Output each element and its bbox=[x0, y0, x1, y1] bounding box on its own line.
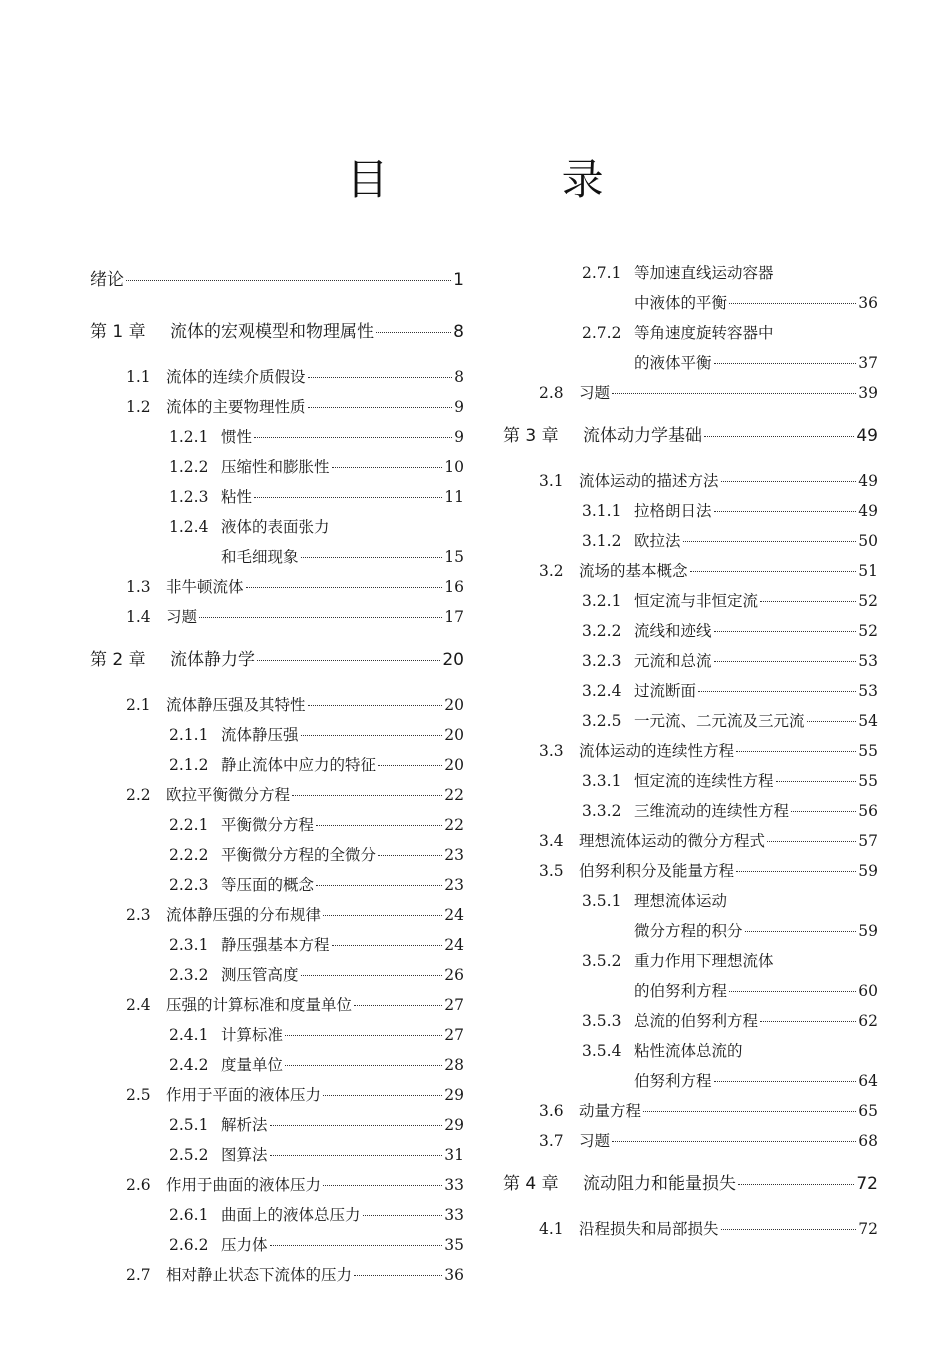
dot-leader bbox=[760, 1021, 856, 1022]
dot-leader bbox=[745, 931, 857, 932]
toc-entry-title: 流体的宏观模型和物理属性 bbox=[170, 322, 374, 342]
toc-entry-title: 拉格朗日法 bbox=[634, 502, 712, 520]
toc-page-number: 35 bbox=[444, 1236, 464, 1254]
toc-section-entry[interactable] bbox=[90, 690, 464, 720]
toc-entry-title: 静止流体中应力的特征 bbox=[221, 756, 377, 774]
toc-page-number: 27 bbox=[444, 996, 464, 1014]
toc-entry-number: 2.6.1 bbox=[169, 1206, 209, 1224]
dot-leader bbox=[698, 691, 856, 692]
toc-page-number: 9 bbox=[454, 428, 464, 446]
toc-page-number: 29 bbox=[444, 1116, 464, 1134]
toc-entry-title: 习题 bbox=[579, 384, 611, 402]
toc-entry-number: 3.1.2 bbox=[582, 532, 622, 550]
toc-entry-title: 欧拉法 bbox=[634, 532, 681, 550]
toc-subsection-entry[interactable] bbox=[90, 840, 464, 870]
dot-leader bbox=[301, 975, 443, 976]
toc-page-number: 72 bbox=[856, 1174, 878, 1194]
dot-leader bbox=[323, 915, 442, 916]
toc-entry-number: 3.3.2 bbox=[582, 802, 622, 820]
toc-entry-title: 液体的表面张力 bbox=[221, 518, 330, 536]
toc-entry-number: 2.5.1 bbox=[169, 1116, 209, 1134]
toc-left-column bbox=[90, 258, 464, 1290]
toc-entry-title: 流动阻力和能量损失 bbox=[583, 1174, 736, 1194]
toc-page-number: 55 bbox=[858, 742, 878, 760]
toc-subsection-entry[interactable] bbox=[503, 886, 878, 916]
toc-page-number: 49 bbox=[858, 472, 878, 490]
toc-page-number: 10 bbox=[444, 458, 464, 476]
toc-entry-number: 2.2.1 bbox=[169, 816, 209, 834]
toc-entry-number: 2.1.1 bbox=[169, 726, 209, 744]
dot-leader bbox=[776, 781, 857, 782]
toc-page-number: 36 bbox=[858, 294, 878, 312]
toc-page-number: 11 bbox=[444, 488, 464, 506]
toc-section-entry[interactable] bbox=[90, 362, 464, 392]
toc-entry-number: 4.1 bbox=[539, 1220, 564, 1238]
toc-entry-title: 一元流、二元流及三元流 bbox=[634, 712, 805, 730]
dot-leader bbox=[376, 332, 451, 333]
toc-entry-title: 习题 bbox=[579, 1132, 611, 1150]
toc-page-number: 33 bbox=[444, 1176, 464, 1194]
toc-entry-number: 第 3 章 bbox=[503, 426, 559, 446]
toc-page-number: 28 bbox=[444, 1056, 464, 1074]
toc-entry-number: 1.2.4 bbox=[169, 518, 209, 536]
toc-subsection-entry[interactable] bbox=[503, 706, 878, 736]
toc-entry-continuation[interactable] bbox=[503, 916, 878, 946]
toc-page-number: 52 bbox=[858, 622, 878, 640]
toc-subsection-entry[interactable] bbox=[90, 810, 464, 840]
toc-entry-number: 2.2 bbox=[126, 786, 151, 804]
toc-entry-title: 惯性 bbox=[221, 428, 253, 446]
dot-leader bbox=[308, 705, 443, 706]
dot-leader bbox=[714, 1081, 857, 1082]
toc-entry-number: 3.5.3 bbox=[582, 1012, 622, 1030]
toc-entry-title: 测压管高度 bbox=[221, 966, 299, 984]
toc-subsection-entry[interactable] bbox=[90, 1020, 464, 1050]
toc-subsection-entry[interactable] bbox=[90, 960, 464, 990]
toc-entry-title: 流体静力学 bbox=[170, 650, 255, 670]
toc-entry-number: 1.2.3 bbox=[169, 488, 209, 506]
dot-leader bbox=[257, 660, 440, 661]
dot-leader bbox=[254, 497, 442, 498]
toc-page-number: 23 bbox=[444, 846, 464, 864]
toc-entry-title: 作用于曲面的液体压力 bbox=[166, 1176, 322, 1194]
toc-entry-title: 总流的伯努利方程 bbox=[634, 1012, 759, 1030]
toc-page-number: 51 bbox=[858, 562, 878, 580]
toc-entry-title: 相对静止状态下流体的压力 bbox=[166, 1266, 353, 1284]
dot-leader bbox=[199, 617, 442, 618]
toc-entry-title: 流场的基本概念 bbox=[579, 562, 688, 580]
toc-entry-number: 2.4.1 bbox=[169, 1026, 209, 1044]
toc-page-number: 65 bbox=[858, 1102, 878, 1120]
toc-entry-title: 流体的连续介质假设 bbox=[166, 368, 306, 386]
dot-leader bbox=[126, 280, 451, 281]
toc-entry-number: 2.6 bbox=[126, 1176, 151, 1194]
toc-section-entry[interactable] bbox=[503, 1126, 878, 1156]
toc-entry-number: 2.2.2 bbox=[169, 846, 209, 864]
toc-entry-number: 3.1.1 bbox=[582, 502, 622, 520]
toc-right-column bbox=[503, 258, 878, 1244]
toc-subsection-entry[interactable] bbox=[90, 512, 464, 542]
toc-page-number: 16 bbox=[444, 578, 464, 596]
toc-entry-number: 2.5.2 bbox=[169, 1146, 209, 1164]
toc-subsection-entry[interactable] bbox=[503, 526, 878, 556]
dot-leader bbox=[332, 467, 443, 468]
toc-entry-title: 的液体平衡 bbox=[634, 354, 712, 372]
toc-chapter-entry[interactable] bbox=[90, 310, 464, 354]
toc-subsection-entry[interactable] bbox=[503, 646, 878, 676]
dot-leader bbox=[301, 557, 443, 558]
dot-leader bbox=[738, 1184, 854, 1185]
toc-section-entry[interactable] bbox=[503, 1214, 878, 1244]
dot-leader bbox=[736, 871, 856, 872]
toc-subsection-entry[interactable] bbox=[90, 930, 464, 960]
toc-entry-number: 1.2 bbox=[126, 398, 151, 416]
toc-page-number: 53 bbox=[858, 682, 878, 700]
toc-entry-title: 静压强基本方程 bbox=[221, 936, 330, 954]
toc-entry-title: 恒定流的连续性方程 bbox=[634, 772, 774, 790]
toc-section-entry[interactable] bbox=[90, 1080, 464, 1110]
toc-chapter-entry[interactable] bbox=[90, 638, 464, 682]
toc-subsection-entry[interactable] bbox=[503, 946, 878, 976]
toc-entry-number: 3.2.4 bbox=[582, 682, 622, 700]
toc-entry-number: 2.1.2 bbox=[169, 756, 209, 774]
toc-entry-title: 的伯努利方程 bbox=[634, 982, 728, 1000]
dot-leader bbox=[323, 1185, 442, 1186]
toc-entry-number: 2.4.2 bbox=[169, 1056, 209, 1074]
toc-entry-continuation[interactable] bbox=[503, 1066, 878, 1096]
toc-subsection-entry[interactable] bbox=[90, 870, 464, 900]
toc-entry-title: 恒定流与非恒定流 bbox=[634, 592, 759, 610]
toc-page-number: 22 bbox=[444, 786, 464, 804]
toc-entry-number: 3.1 bbox=[539, 472, 564, 490]
dot-leader bbox=[285, 1035, 442, 1036]
dot-leader bbox=[643, 1111, 856, 1112]
toc-entry-continuation[interactable] bbox=[90, 542, 464, 572]
toc-page-number: 64 bbox=[858, 1072, 878, 1090]
toc-entry-title: 压力体 bbox=[221, 1236, 268, 1254]
toc-section-entry[interactable] bbox=[503, 826, 878, 856]
toc-entry-title: 和毛细现象 bbox=[221, 548, 299, 566]
dot-leader bbox=[729, 303, 856, 304]
toc-entry-title: 流线和迹线 bbox=[634, 622, 712, 640]
dot-leader bbox=[683, 541, 857, 542]
dot-leader bbox=[714, 661, 857, 662]
toc-page-number: 22 bbox=[444, 816, 464, 834]
dot-leader bbox=[736, 751, 856, 752]
toc-page-number: 24 bbox=[444, 906, 464, 924]
toc-entry-title: 欧拉平衡微分方程 bbox=[166, 786, 291, 804]
dot-leader bbox=[301, 735, 443, 736]
toc-page-number: 55 bbox=[858, 772, 878, 790]
toc-page-number: 37 bbox=[858, 354, 878, 372]
dot-leader bbox=[354, 1275, 442, 1276]
toc-subsection-entry[interactable] bbox=[503, 586, 878, 616]
toc-page-number: 50 bbox=[858, 532, 878, 550]
toc-entry-number: 2.2.3 bbox=[169, 876, 209, 894]
toc-entry-number: 2.5 bbox=[126, 1086, 151, 1104]
toc-page-number: 24 bbox=[444, 936, 464, 954]
dot-leader bbox=[767, 841, 856, 842]
toc-entry-title: 等压面的概念 bbox=[221, 876, 315, 894]
dot-leader bbox=[308, 377, 453, 378]
toc-entry-continuation[interactable] bbox=[503, 348, 878, 378]
toc-page-number: 27 bbox=[444, 1026, 464, 1044]
dot-leader bbox=[270, 1125, 443, 1126]
toc-section-entry[interactable] bbox=[503, 378, 878, 408]
toc-entry-title: 解析法 bbox=[221, 1116, 268, 1134]
toc-subsection-entry[interactable] bbox=[90, 1140, 464, 1170]
toc-entry-number: 2.8 bbox=[539, 384, 564, 402]
toc-page-number: 20 bbox=[442, 650, 464, 670]
toc-page-number: 54 bbox=[858, 712, 878, 730]
toc-page-number: 39 bbox=[858, 384, 878, 402]
toc-page-number: 29 bbox=[444, 1086, 464, 1104]
dot-leader bbox=[254, 437, 452, 438]
toc-entry-title: 压缩性和膨胀性 bbox=[221, 458, 330, 476]
toc-entry-title: 作用于平面的液体压力 bbox=[166, 1086, 322, 1104]
toc-subsection-entry[interactable] bbox=[90, 1110, 464, 1140]
toc-entry-number: 3.4 bbox=[539, 832, 564, 850]
toc-subsection-entry[interactable] bbox=[503, 496, 878, 526]
toc-entry-number: 3.3 bbox=[539, 742, 564, 760]
toc-entry-title: 等角速度旋转容器中 bbox=[634, 324, 774, 342]
toc-entry-number: 3.2.5 bbox=[582, 712, 622, 730]
toc-page-number: 62 bbox=[858, 1012, 878, 1030]
dot-leader bbox=[354, 1005, 442, 1006]
toc-subsection-entry[interactable] bbox=[90, 482, 464, 512]
toc-subsection-entry[interactable] bbox=[90, 1200, 464, 1230]
dot-leader bbox=[714, 511, 857, 512]
toc-section-entry[interactable] bbox=[90, 990, 464, 1020]
toc-entry-title: 非牛顿流体 bbox=[166, 578, 244, 596]
toc-entry-continuation[interactable] bbox=[503, 288, 878, 318]
toc-subsection-entry[interactable] bbox=[503, 318, 878, 348]
toc-subsection-entry[interactable] bbox=[90, 1230, 464, 1260]
toc-section-entry[interactable] bbox=[503, 556, 878, 586]
toc-subsection-entry[interactable] bbox=[90, 750, 464, 780]
toc-subsection-entry[interactable] bbox=[90, 452, 464, 482]
toc-entry-title: 平衡微分方程的全微分 bbox=[221, 846, 377, 864]
dot-leader bbox=[323, 1095, 442, 1096]
toc-entry-title: 过流断面 bbox=[634, 682, 697, 700]
toc-chapter-entry[interactable] bbox=[503, 414, 878, 458]
dot-leader bbox=[378, 855, 442, 856]
toc-page-number: 17 bbox=[444, 608, 464, 626]
dot-leader bbox=[292, 795, 442, 796]
toc-entry-number: 3.2.1 bbox=[582, 592, 622, 610]
toc-section-entry[interactable] bbox=[90, 1170, 464, 1200]
toc-subsection-entry[interactable] bbox=[503, 258, 878, 288]
dot-leader bbox=[308, 407, 453, 408]
toc-page-number: 26 bbox=[444, 966, 464, 984]
toc-entry-number: 1.3 bbox=[126, 578, 151, 596]
toc-page-number: 20 bbox=[444, 756, 464, 774]
toc-subsection-entry[interactable] bbox=[503, 796, 878, 826]
toc-entry-number: 绪论 bbox=[90, 270, 124, 290]
toc-entry-number: 第 1 章 bbox=[90, 322, 146, 342]
toc-page-number: 31 bbox=[444, 1146, 464, 1164]
toc-section-entry[interactable] bbox=[90, 900, 464, 930]
toc-entry-title: 伯努利方程 bbox=[634, 1072, 712, 1090]
toc-page-number: 36 bbox=[444, 1266, 464, 1284]
toc-page-number: 49 bbox=[858, 502, 878, 520]
toc-page-number: 53 bbox=[858, 652, 878, 670]
toc-subsection-entry[interactable] bbox=[503, 766, 878, 796]
toc-page-number: 23 bbox=[444, 876, 464, 894]
toc-entry-title: 压强的计算标准和度量单位 bbox=[166, 996, 353, 1014]
dot-leader bbox=[246, 587, 443, 588]
toc-page-number: 1 bbox=[453, 270, 464, 290]
toc-entry-title: 中液体的平衡 bbox=[634, 294, 728, 312]
toc-entry-title: 元流和总流 bbox=[634, 652, 712, 670]
dot-leader bbox=[285, 1065, 442, 1066]
toc-entry-number: 第 4 章 bbox=[503, 1174, 559, 1194]
toc-entry-number: 3.2.2 bbox=[582, 622, 622, 640]
toc-page-number: 68 bbox=[858, 1132, 878, 1150]
toc-entry-title: 习题 bbox=[166, 608, 198, 626]
toc-entry-number: 1.4 bbox=[126, 608, 151, 626]
toc-entry-number: 1.2.1 bbox=[169, 428, 209, 446]
toc-section-entry[interactable] bbox=[90, 602, 464, 632]
toc-section-entry[interactable] bbox=[503, 736, 878, 766]
toc-section-entry[interactable] bbox=[90, 1260, 464, 1290]
toc-entry-title: 沿程损失和局部损失 bbox=[579, 1220, 719, 1238]
toc-entry-title: 流体静压强 bbox=[221, 726, 299, 744]
toc-entry-title: 流体运动的连续性方程 bbox=[579, 742, 735, 760]
toc-subsection-entry[interactable] bbox=[90, 1050, 464, 1080]
toc-entry-title: 三维流动的连续性方程 bbox=[634, 802, 790, 820]
toc-entry-title: 重力作用下理想流体 bbox=[634, 952, 774, 970]
dot-leader bbox=[729, 991, 856, 992]
dot-leader bbox=[378, 765, 442, 766]
toc-entry-number: 3.5.4 bbox=[582, 1042, 622, 1060]
dot-leader bbox=[612, 393, 856, 394]
dot-leader bbox=[363, 1215, 443, 1216]
toc-page-number: 49 bbox=[856, 426, 878, 446]
toc-page-number: 8 bbox=[453, 322, 464, 342]
toc-page-number: 8 bbox=[454, 368, 464, 386]
dot-leader bbox=[316, 825, 442, 826]
toc-entry-continuation[interactable] bbox=[503, 976, 878, 1006]
toc-entry-number: 2.4 bbox=[126, 996, 151, 1014]
toc-chapter-entry[interactable] bbox=[503, 1162, 878, 1206]
toc-page-number: 60 bbox=[858, 982, 878, 1000]
toc-entry-number: 3.3.1 bbox=[582, 772, 622, 790]
toc-subsection-entry[interactable] bbox=[503, 1036, 878, 1066]
toc-entry-title: 曲面上的液体总压力 bbox=[221, 1206, 361, 1224]
toc-entry-title: 平衡微分方程 bbox=[221, 816, 315, 834]
toc-page-number: 33 bbox=[444, 1206, 464, 1224]
toc-entry-title: 流体静压强及其特性 bbox=[166, 696, 306, 714]
toc-subsection-entry[interactable] bbox=[503, 616, 878, 646]
dot-leader bbox=[721, 481, 857, 482]
toc-entry-title: 理想流体运动的微分方程式 bbox=[579, 832, 766, 850]
toc-entry-number: 2.3 bbox=[126, 906, 151, 924]
toc-entry-number: 3.2.3 bbox=[582, 652, 622, 670]
toc-page-number: 72 bbox=[858, 1220, 878, 1238]
toc-page-number: 9 bbox=[454, 398, 464, 416]
toc-subsection-entry[interactable] bbox=[503, 676, 878, 706]
toc-entry-title: 流体运动的描述方法 bbox=[579, 472, 719, 490]
dot-leader bbox=[704, 436, 854, 437]
dot-leader bbox=[791, 811, 856, 812]
toc-entry-number: 2.7.2 bbox=[582, 324, 622, 342]
dot-leader bbox=[332, 945, 443, 946]
dot-leader bbox=[714, 631, 857, 632]
toc-subsection-entry[interactable] bbox=[503, 1006, 878, 1036]
dot-leader bbox=[690, 571, 857, 572]
toc-entry-number: 2.6.2 bbox=[169, 1236, 209, 1254]
dot-leader bbox=[714, 363, 857, 364]
toc-section-entry[interactable] bbox=[90, 780, 464, 810]
toc-entry-number: 3.7 bbox=[539, 1132, 564, 1150]
toc-section-entry[interactable] bbox=[503, 856, 878, 886]
dot-leader bbox=[760, 601, 856, 602]
toc-entry-number: 2.7.1 bbox=[582, 264, 622, 282]
toc-entry-number: 3.5.2 bbox=[582, 952, 622, 970]
dot-leader bbox=[316, 885, 442, 886]
toc-chapter-entry[interactable] bbox=[90, 258, 464, 302]
toc-entry-title: 粘性 bbox=[221, 488, 253, 506]
toc-entry-number: 第 2 章 bbox=[90, 650, 146, 670]
toc-entry-number: 2.7 bbox=[126, 1266, 151, 1284]
toc-page-number: 52 bbox=[858, 592, 878, 610]
toc-section-entry[interactable] bbox=[503, 1096, 878, 1126]
toc-page-number: 20 bbox=[444, 696, 464, 714]
toc-entry-number: 3.6 bbox=[539, 1102, 564, 1120]
dot-leader bbox=[612, 1141, 856, 1142]
dot-leader bbox=[721, 1229, 857, 1230]
toc-page-number: 59 bbox=[858, 862, 878, 880]
toc-entry-title: 流体动力学基础 bbox=[583, 426, 702, 446]
dot-leader bbox=[807, 721, 857, 722]
toc-entry-title: 粘性流体总流的 bbox=[634, 1042, 743, 1060]
toc-entry-title: 流体的主要物理性质 bbox=[166, 398, 306, 416]
toc-page-number: 56 bbox=[858, 802, 878, 820]
toc-subsection-entry[interactable] bbox=[90, 720, 464, 750]
toc-entry-number: 2.3.2 bbox=[169, 966, 209, 984]
toc-page-number: 15 bbox=[444, 548, 464, 566]
toc-entry-title: 计算标准 bbox=[221, 1026, 284, 1044]
toc-page-number: 59 bbox=[858, 922, 878, 940]
toc-section-entry[interactable] bbox=[90, 572, 464, 602]
toc-entry-title: 微分方程的积分 bbox=[634, 922, 743, 940]
toc-entry-number: 2.1 bbox=[126, 696, 151, 714]
toc-entry-number: 1.1 bbox=[126, 368, 151, 386]
toc-entry-title: 流体静压强的分布规律 bbox=[166, 906, 322, 924]
toc-entry-title: 伯努利积分及能量方程 bbox=[579, 862, 735, 880]
toc-entry-number: 3.5.1 bbox=[582, 892, 622, 910]
toc-entry-number: 3.5 bbox=[539, 862, 564, 880]
toc-entry-title: 动量方程 bbox=[579, 1102, 642, 1120]
page-title: 目 录 bbox=[346, 155, 684, 204]
toc-subsection-entry[interactable] bbox=[90, 422, 464, 452]
toc-entry-number: 3.2 bbox=[539, 562, 564, 580]
toc-entry-title: 度量单位 bbox=[221, 1056, 284, 1074]
toc-entry-title: 等加速直线运动容器 bbox=[634, 264, 774, 282]
toc-page-number: 57 bbox=[858, 832, 878, 850]
toc-entry-title: 图算法 bbox=[221, 1146, 268, 1164]
toc-page-number: 20 bbox=[444, 726, 464, 744]
toc-section-entry[interactable] bbox=[90, 392, 464, 422]
toc-entry-title: 理想流体运动 bbox=[634, 892, 728, 910]
dot-leader bbox=[270, 1245, 443, 1246]
toc-entry-number: 1.2.2 bbox=[169, 458, 209, 476]
toc-entry-number: 2.3.1 bbox=[169, 936, 209, 954]
dot-leader bbox=[270, 1155, 443, 1156]
toc-section-entry[interactable] bbox=[503, 466, 878, 496]
